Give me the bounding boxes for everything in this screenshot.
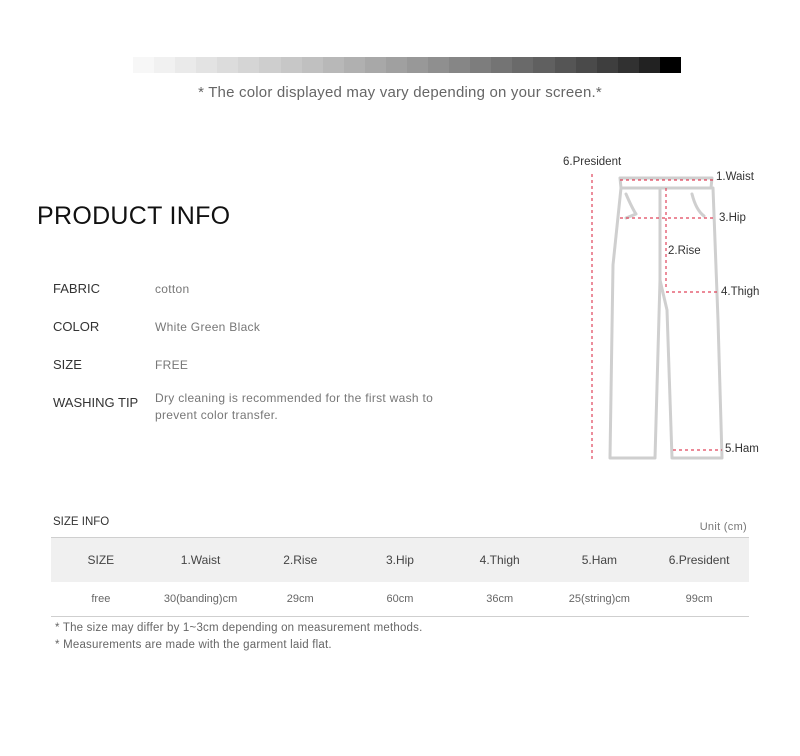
cell-rise: 29cm [250, 582, 350, 617]
cell-thigh: 36cm [450, 582, 550, 617]
gray-swatch [133, 57, 154, 73]
pants-measurement-diagram [580, 160, 740, 470]
gray-swatch [512, 57, 533, 73]
diagram-label-ham: 5.Ham [725, 443, 759, 455]
table-row [51, 582, 749, 617]
washing-tip-line-2: prevent color transfer. [155, 408, 278, 422]
header-hip: 3.Hip [385, 553, 414, 567]
product-info-title: PRODUCT INFO [37, 202, 231, 230]
gray-swatch [470, 57, 491, 73]
size-table-header-row [51, 538, 749, 583]
gray-swatch [597, 57, 618, 73]
diagram-label-thigh: 4.Thigh [721, 286, 760, 298]
diagram-label-president: 6.President [563, 156, 622, 168]
gray-swatch [302, 57, 323, 73]
gray-swatch [281, 57, 302, 73]
header-waist: 1.Waist [180, 553, 221, 567]
gray-swatch [196, 57, 217, 73]
grayscale-calibration-bar [133, 57, 681, 73]
gray-swatch [639, 57, 660, 73]
gray-swatch [386, 57, 407, 73]
gray-swatch [618, 57, 639, 73]
gray-swatch [576, 57, 597, 73]
gray-swatch [238, 57, 259, 73]
gray-swatch [533, 57, 554, 73]
size-value: FREE [155, 358, 189, 372]
size-table [51, 537, 749, 617]
gray-swatch [491, 57, 512, 73]
washing-tip-value [155, 390, 455, 424]
cell-ham: 25(string)cm [550, 582, 650, 617]
gray-swatch [323, 57, 344, 73]
color-disclaimer: * The color displayed may vary depending on your screen.* [198, 84, 602, 101]
size-info-heading: SIZE INFO [53, 516, 110, 528]
gray-swatch [259, 57, 280, 73]
header-president: 6.President [668, 553, 730, 567]
gray-swatch [365, 57, 386, 73]
unit-note: Unit (cm) [699, 521, 747, 533]
diagram-label-rise: 2.Rise [668, 245, 701, 257]
gray-swatch [660, 57, 681, 73]
gray-swatch [154, 57, 175, 73]
diagram-label-hip: 3.Hip [719, 212, 746, 224]
header-size: SIZE [87, 553, 115, 567]
header-thigh: 4.Thigh [479, 553, 520, 567]
washing-tip-line-1: Dry cleaning is recommended for the first wash to [155, 391, 434, 405]
cell-hip: 60cm [350, 582, 450, 617]
size-label: SIZE [53, 357, 82, 372]
gray-swatch [217, 57, 238, 73]
cell-president: 99cm [649, 582, 749, 617]
cell-waist: 30(banding)cm [151, 582, 251, 617]
gray-swatch [555, 57, 576, 73]
gray-swatch [428, 57, 449, 73]
fabric-value: cotton [155, 282, 190, 296]
header-ham: 5.Ham [581, 553, 618, 567]
footnote-size-variance: * The size may differ by 1~3cm depending on measurement methods. [55, 622, 423, 634]
gray-swatch [344, 57, 365, 73]
footnote-measurement-method: * Measurements are made with the garment laid flat. [55, 639, 332, 651]
cell-size: free [51, 582, 151, 617]
gray-swatch [175, 57, 196, 73]
gray-swatch [407, 57, 428, 73]
diagram-label-waist: 1.Waist [716, 171, 754, 183]
fabric-label: FABRIC [53, 281, 100, 296]
color-value: White Green Black [155, 320, 261, 334]
color-label: COLOR [53, 319, 100, 334]
header-rise: 2.Rise [283, 553, 318, 567]
washing-tip-label: WASHING TIP [53, 395, 139, 410]
gray-swatch [449, 57, 470, 73]
